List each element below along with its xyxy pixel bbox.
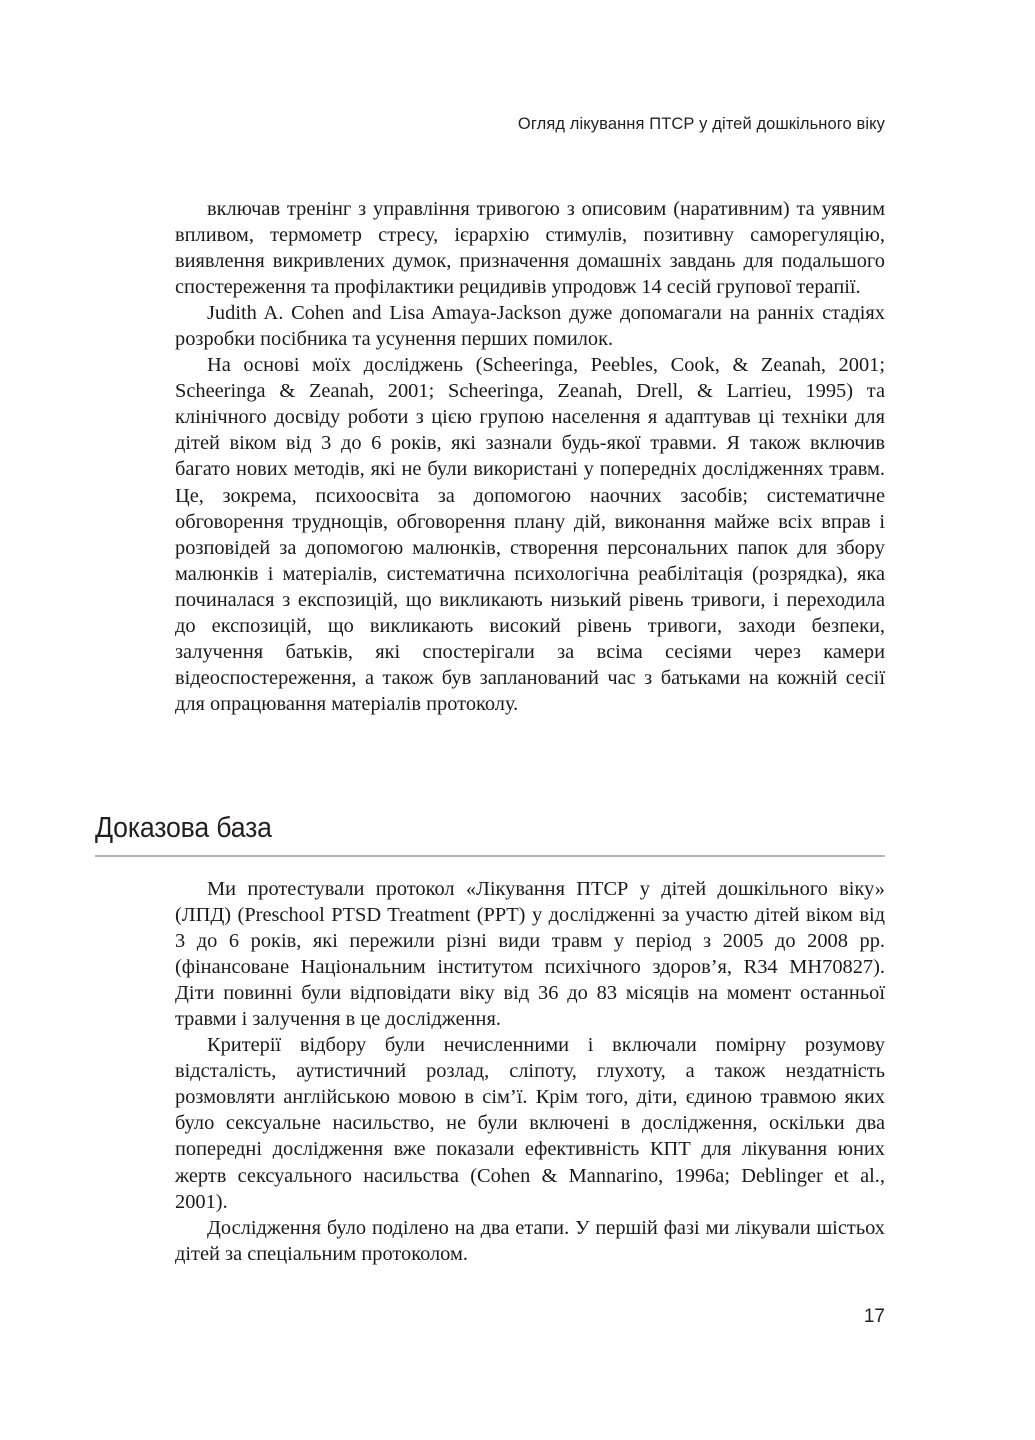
paragraph: включав тренінг з управління тривогою з описовим (наративним) та уявним впливом, термометр стресу, ієрархію стимулів, позитивну саморегуляцію, виявлення викривлених думок, призначення домашніх завдань для подальшого спостереження та профілактики рецидивів упродовж 14 сесій групової терапії. xyxy=(175,198,885,299)
paragraph: Judith A. Cohen and Lisa Amaya-Jackson дуже допомагали на ранніх стадіях розробки посібника та усунення перших помилок. xyxy=(175,302,885,351)
paragraph: Критерії відбору були нечисленними і включали помірну розумову відсталість, аутистичний розлад, сліпоту, глухоту, а також нездатність розмовляти англійською мовою в сім’ї. Крім того, діти, єдиною травмою яких було сексуальне насильство, не були включені в дослідження, оскільки два попередні дослідження вже показали ефективність КПТ для лікування юних жертв сексуального насильства (Cohen & Mannarino, 1996a; Deblinger et al., 2001). xyxy=(175,1034,885,1213)
paragraph: Ми протестували протокол «Лікування ПТСР у дітей дошкільного віку» (ЛПД) (Preschool PTSD Treatment (PPT) у дослідженні за участю дітей віком від 3 до 6 років, які пережили різні види травм у період з 2005 до 2008 рр. (фінансоване Національним інститутом психічного здоров’я, R34 MH70827). Діти повинні були відповідати віку від 36 до 83 місяців на момент останньої травми і залучення в це дослідження. xyxy=(175,878,885,1031)
section-two-body xyxy=(175,876,885,1267)
section-heading-block xyxy=(95,810,885,857)
running-head: Огляд лікування ПТСР у дітей дошкільного віку xyxy=(517,115,885,133)
section-heading: Доказова база xyxy=(95,812,272,844)
page-number: 17 xyxy=(863,1306,885,1327)
section-divider xyxy=(95,855,885,857)
section-one-body xyxy=(175,196,885,717)
paragraph: На основі моїх досліджень (Scheeringa, Peebles, Cook, & Zeanah, 2001; Scheeringa & Zeanah, 2001; Scheeringa, Zeanah, Drell, & Larrieu, 1995) та клінічного досвіду роботи з цією групою населення я адаптував ці техніки для дітей віком від 3 до 6 років, які зазнали будь-якої травми. Я також включив багато нових методів, які не були використані у попередніх дослідженнях травм. Це, зокрема, психоосвіта за допомогою наочних засобів; систематичне обговорення труднощів, обговорення плану дій, виконання майже всіх вправ і розповідей за допомогою малюнків, створення персональних папок для збору малюнків і матеріалів, систематична психологічна реабілітація (розрядка), яка починалася з експозицій, що викликають низький рівень тривоги, і переходила до експозицій, що викликають високий рівень тривоги, заходи безпеки, залучення батьків, які спостерігали за всіма сесіями через камери відеоспостереження, а також був запланований час з батьками на кожній сесії для опрацювання матеріалів протоколу. xyxy=(175,354,885,715)
paragraph: Дослідження було поділено на два етапи. У першій фазі ми лікували шістьох дітей за спеціальним протоколом. xyxy=(175,1216,885,1265)
